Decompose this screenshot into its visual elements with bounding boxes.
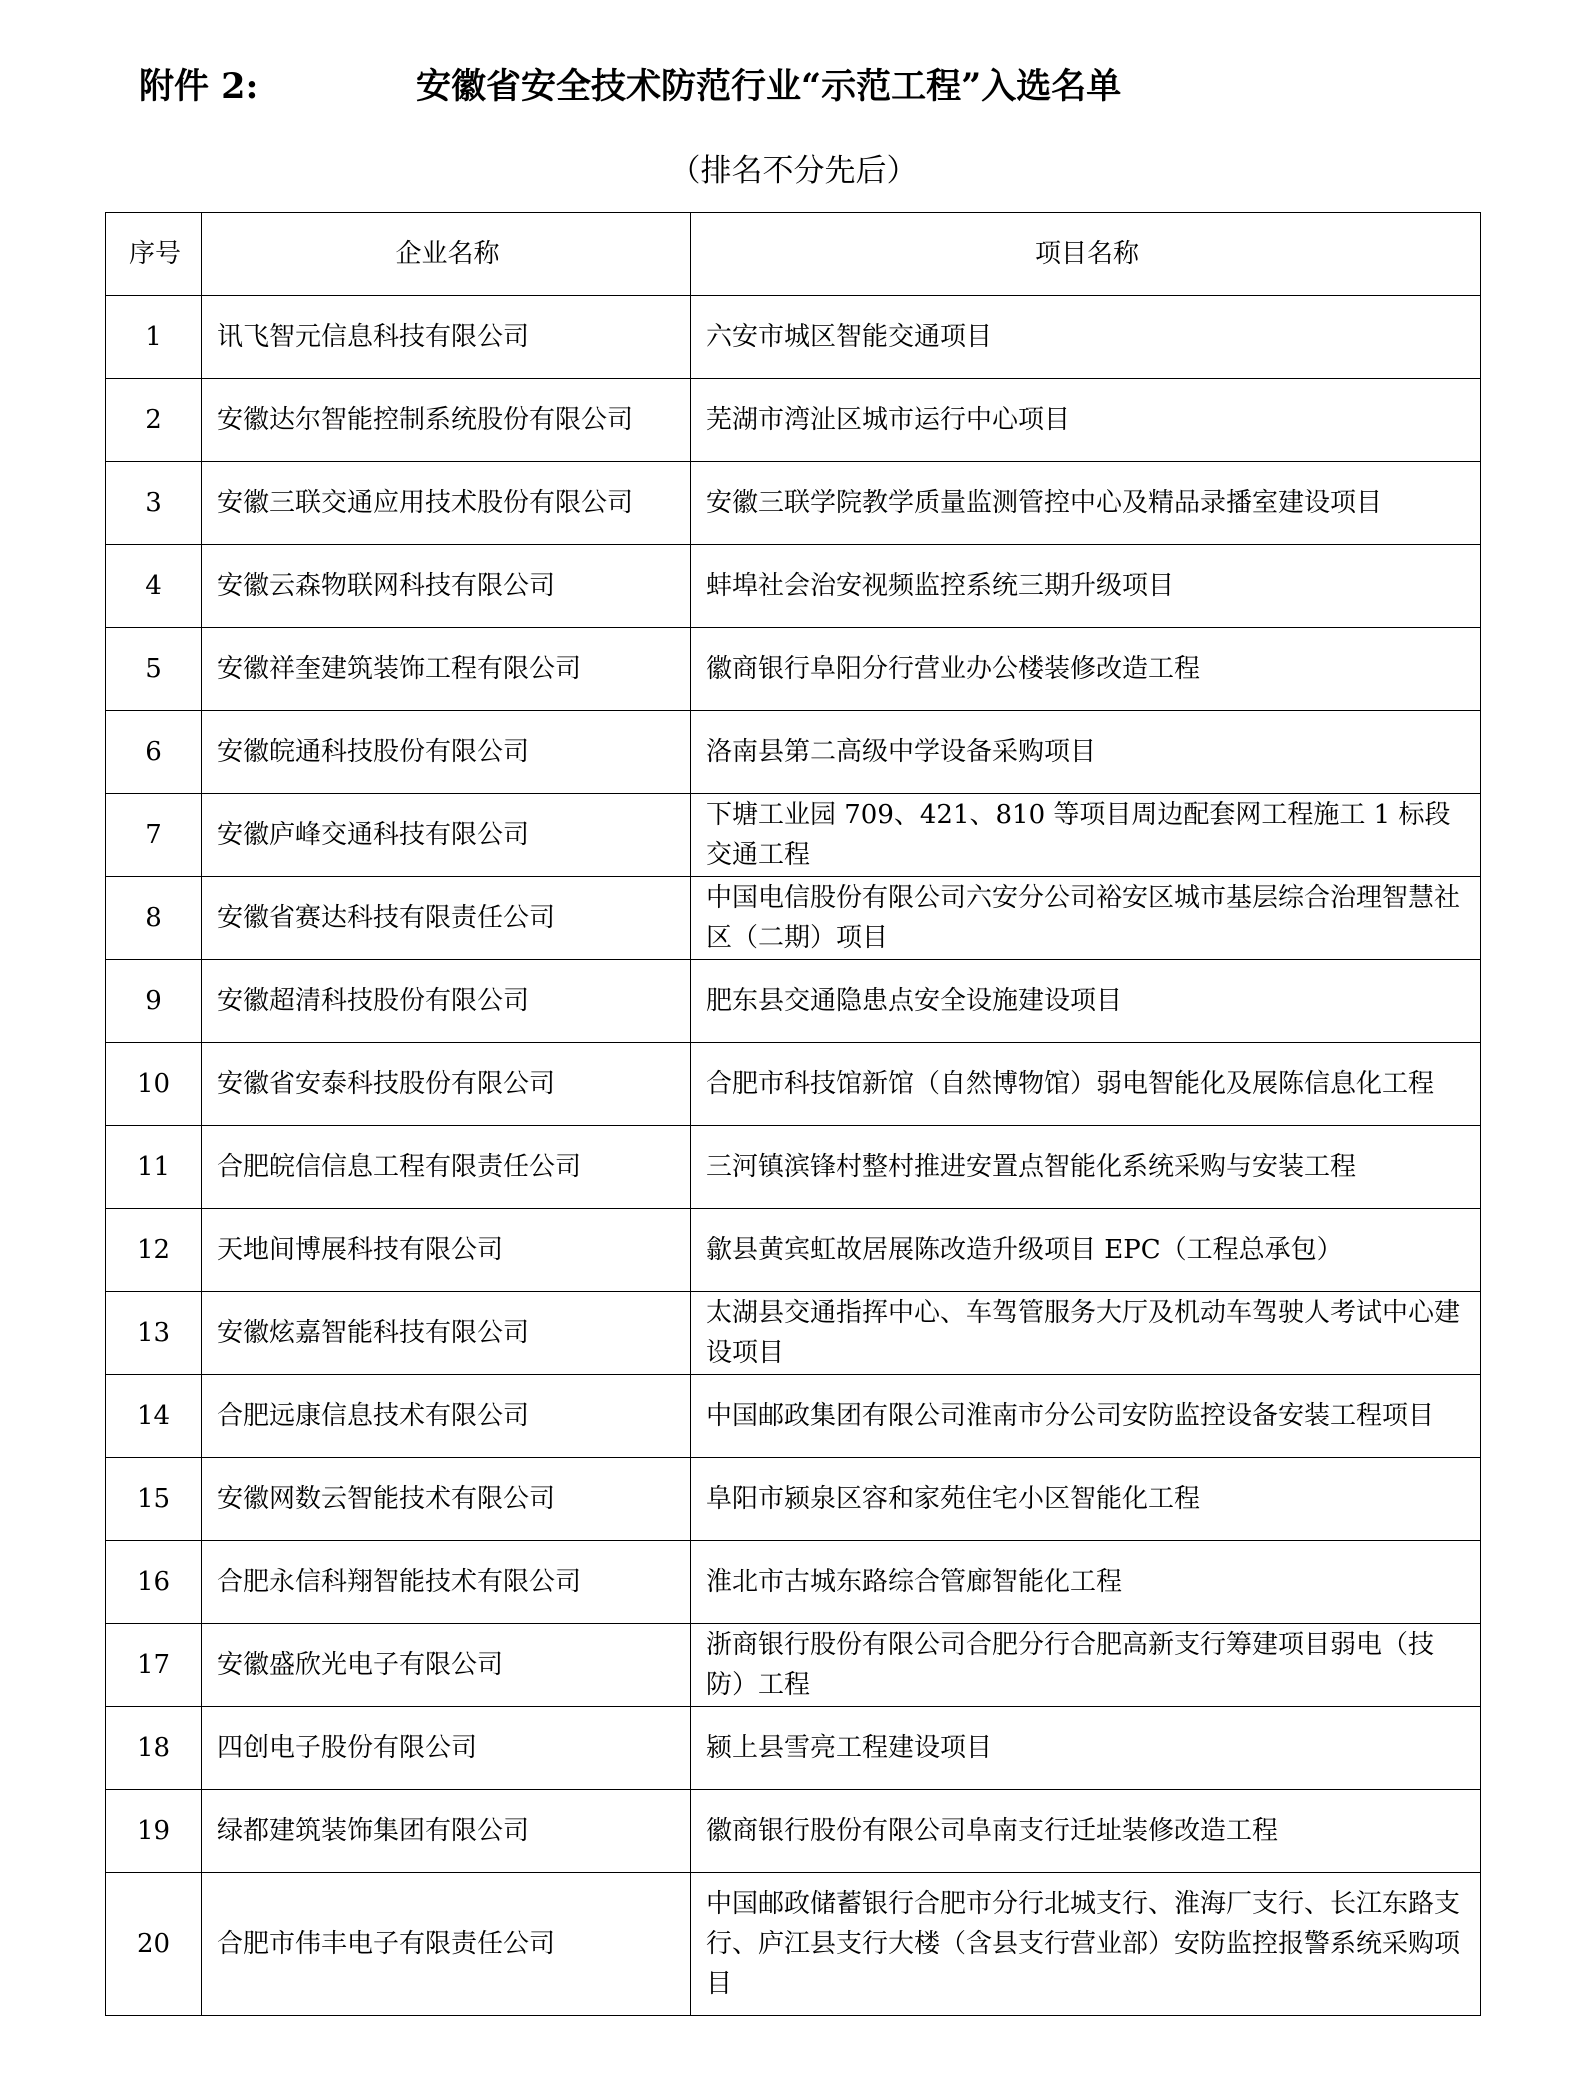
table-row [106, 794, 1481, 877]
document-title: 安徽省安全技术防范行业“示范工程”入选名单 [416, 66, 1122, 107]
company-name: 安徽炫嘉智能科技有限公司 [202, 1292, 691, 1375]
company-name: 合肥皖信信息工程有限责任公司 [202, 1126, 691, 1209]
row-index: 20 [106, 1873, 202, 2016]
table-row [106, 1707, 1481, 1790]
table-row [106, 1790, 1481, 1873]
selection-table [105, 212, 1481, 2016]
project-name: 下塘工业园 709、421、810 等项目周边配套网工程施工 1 标段交通工程 [691, 794, 1481, 877]
row-index: 18 [106, 1707, 202, 1790]
column-header-index: 序号 [106, 213, 202, 296]
company-name: 安徽省赛达科技有限责任公司 [202, 877, 691, 960]
row-index: 17 [106, 1624, 202, 1707]
table-row [106, 711, 1481, 794]
row-index: 10 [106, 1043, 202, 1126]
row-index: 5 [106, 628, 202, 711]
row-index: 19 [106, 1790, 202, 1873]
project-name: 阜阳市颍泉区容和家苑住宅小区智能化工程 [691, 1458, 1481, 1541]
company-name: 合肥远康信息技术有限公司 [202, 1375, 691, 1458]
table-row [106, 1043, 1481, 1126]
project-name: 淮北市古城东路综合管廊智能化工程 [691, 1541, 1481, 1624]
company-name: 安徽网数云智能技术有限公司 [202, 1458, 691, 1541]
row-index: 3 [106, 462, 202, 545]
company-name: 安徽达尔智能控制系统股份有限公司 [202, 379, 691, 462]
project-name: 中国电信股份有限公司六安分公司裕安区城市基层综合治理智慧社区（二期）项目 [691, 877, 1481, 960]
table-row [106, 1541, 1481, 1624]
row-index: 16 [106, 1541, 202, 1624]
company-name: 安徽云森物联网科技有限公司 [202, 545, 691, 628]
column-header-project: 项目名称 [691, 213, 1481, 296]
project-name: 安徽三联学院教学质量监测管控中心及精品录播室建设项目 [691, 462, 1481, 545]
table-row [106, 1873, 1481, 2016]
row-index: 1 [106, 296, 202, 379]
table-row [106, 1458, 1481, 1541]
table-row [106, 545, 1481, 628]
company-name: 安徽三联交通应用技术股份有限公司 [202, 462, 691, 545]
project-name: 蚌埠社会治安视频监控系统三期升级项目 [691, 545, 1481, 628]
project-name: 徽商银行阜阳分行营业办公楼装修改造工程 [691, 628, 1481, 711]
company-name: 讯飞智元信息科技有限公司 [202, 296, 691, 379]
table-row [106, 1624, 1481, 1707]
table-row [106, 1126, 1481, 1209]
table-row [106, 628, 1481, 711]
table-row [106, 960, 1481, 1043]
project-name: 颍上县雪亮工程建设项目 [691, 1707, 1481, 1790]
table-row [106, 1375, 1481, 1458]
project-name: 浙商银行股份有限公司合肥分行合肥高新支行筹建项目弱电（技防）工程 [691, 1624, 1481, 1707]
project-name: 芜湖市湾沚区城市运行中心项目 [691, 379, 1481, 462]
table-body [106, 296, 1481, 2016]
company-name: 安徽省安泰科技股份有限公司 [202, 1043, 691, 1126]
row-index: 14 [106, 1375, 202, 1458]
project-name: 三河镇滨锋村整村推进安置点智能化系统采购与安装工程 [691, 1126, 1481, 1209]
company-name: 绿都建筑装饰集团有限公司 [202, 1790, 691, 1873]
row-index: 15 [106, 1458, 202, 1541]
project-name: 太湖县交通指挥中心、车驾管服务大厅及机动车驾驶人考试中心建设项目 [691, 1292, 1481, 1375]
company-name: 安徽祥奎建筑装饰工程有限公司 [202, 628, 691, 711]
table-row [106, 877, 1481, 960]
company-name: 天地间博展科技有限公司 [202, 1209, 691, 1292]
company-name: 合肥永信科翔智能技术有限公司 [202, 1541, 691, 1624]
project-name: 肥东县交通隐患点安全设施建设项目 [691, 960, 1481, 1043]
company-name: 四创电子股份有限公司 [202, 1707, 691, 1790]
row-index: 8 [106, 877, 202, 960]
company-name: 安徽皖通科技股份有限公司 [202, 711, 691, 794]
project-name: 六安市城区智能交通项目 [691, 296, 1481, 379]
row-index: 13 [106, 1292, 202, 1375]
project-name: 徽商银行股份有限公司阜南支行迁址装修改造工程 [691, 1790, 1481, 1873]
company-name: 合肥市伟丰电子有限责任公司 [202, 1873, 691, 2016]
table-row [106, 462, 1481, 545]
row-index: 9 [106, 960, 202, 1043]
company-name: 安徽庐峰交通科技有限公司 [202, 794, 691, 877]
table-row [106, 379, 1481, 462]
project-name: 合肥市科技馆新馆（自然博物馆）弱电智能化及展陈信息化工程 [691, 1043, 1481, 1126]
row-index: 2 [106, 379, 202, 462]
company-name: 安徽盛欣光电子有限公司 [202, 1624, 691, 1707]
row-index: 6 [106, 711, 202, 794]
table-header-row [106, 213, 1481, 296]
row-index: 11 [106, 1126, 202, 1209]
row-index: 12 [106, 1209, 202, 1292]
project-name: 洛南县第二高级中学设备采购项目 [691, 711, 1481, 794]
row-index: 4 [106, 545, 202, 628]
project-name: 中国邮政集团有限公司淮南市分公司安防监控设备安装工程项目 [691, 1375, 1481, 1458]
document-subtitle: （排名不分先后） [669, 153, 918, 189]
row-index: 7 [106, 794, 202, 877]
column-header-company: 企业名称 [202, 213, 691, 296]
project-name: 中国邮政储蓄银行合肥市分行北城支行、淮海厂支行、长江东路支行、庐江县支行大楼（含县支行营业部）安防监控报警系统采购项目 [691, 1873, 1481, 2016]
project-name: 歙县黄宾虹故居展陈改造升级项目 EPC（工程总承包） [691, 1209, 1481, 1292]
table-row [106, 1209, 1481, 1292]
attachment-label: 附件 2: [139, 66, 259, 107]
table-row [106, 1292, 1481, 1375]
table-row [106, 296, 1481, 379]
company-name: 安徽超清科技股份有限公司 [202, 960, 691, 1043]
